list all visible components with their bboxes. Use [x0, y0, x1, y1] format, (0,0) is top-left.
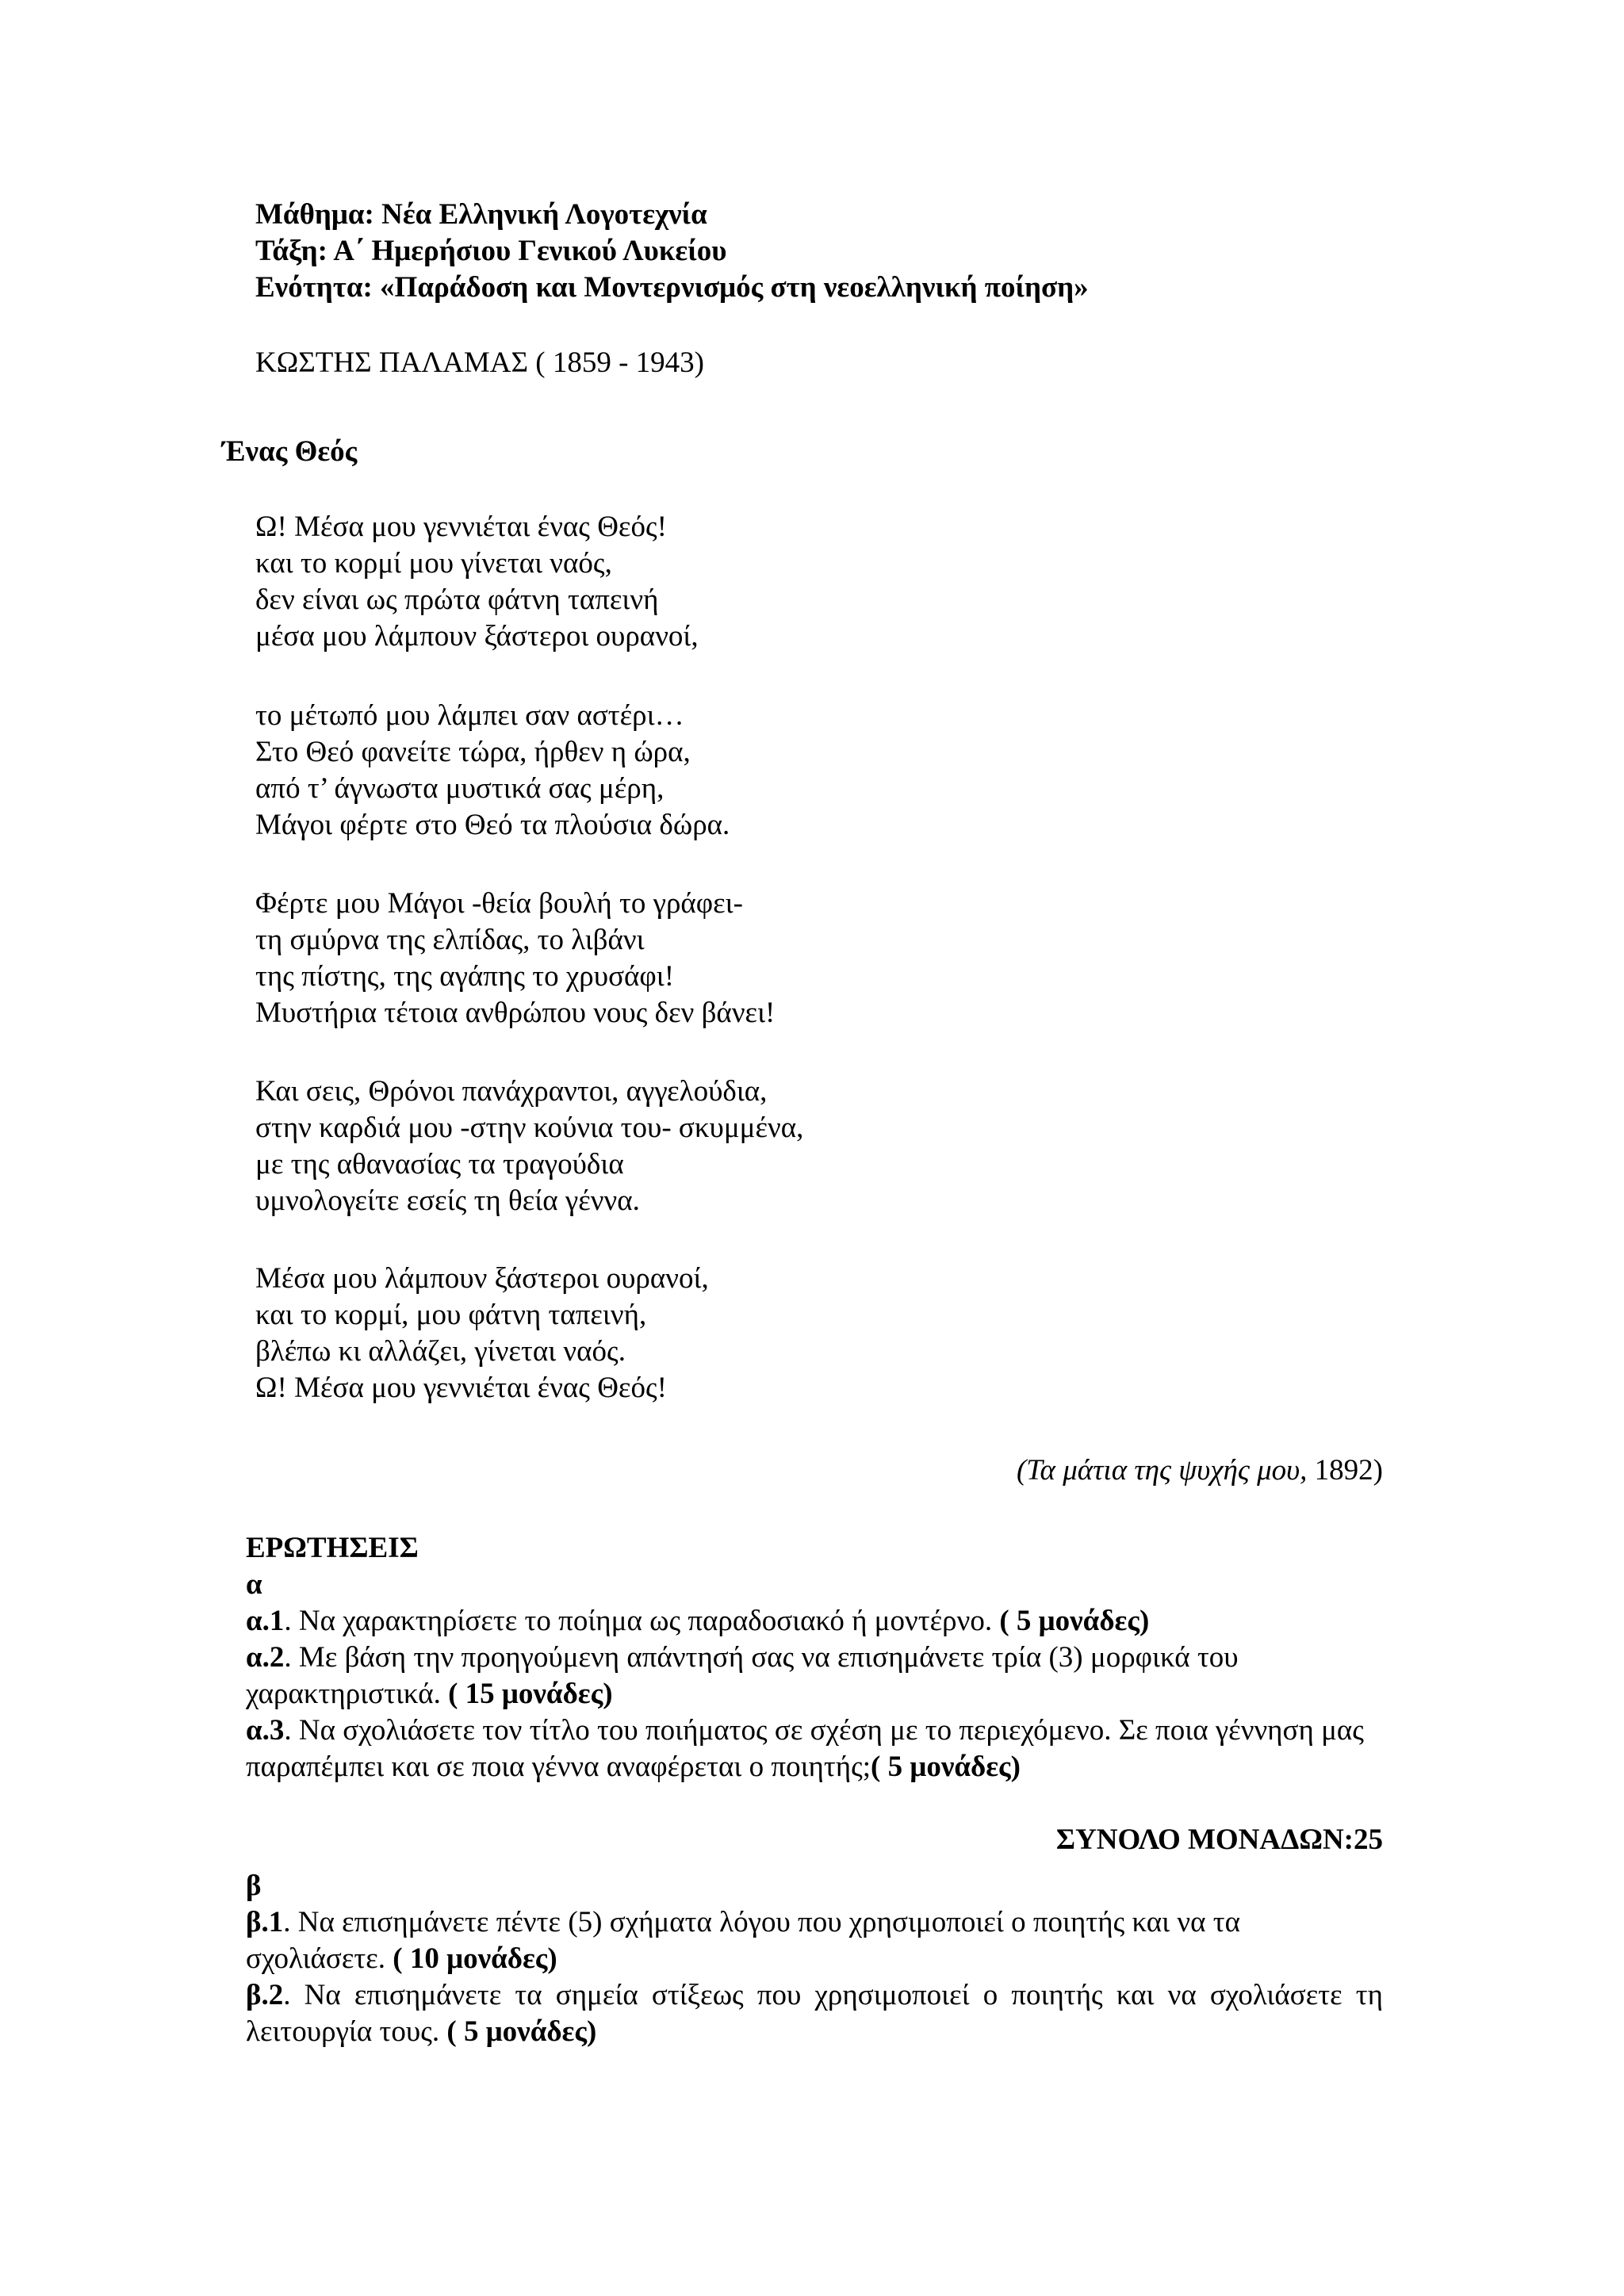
total-points: ΣΥΝΟΛΟ ΜΟΝΑΔΩΝ:25	[1055, 1823, 1383, 1856]
poem-line: Μέσα μου λάμπουν ξάστεροι ουρανοί,	[255, 1262, 709, 1295]
source-title: (Τα μάτια της ψυχής μου,	[1016, 1454, 1308, 1487]
question-number: β.1	[246, 1906, 284, 1938]
question-points: ( 5 μονάδες)	[999, 1605, 1150, 1637]
question-item	[246, 1712, 1383, 1785]
poem-line: Στο Θεό φανείτε τώρα, ήρθεν η ώρα,	[255, 736, 691, 768]
poem-line: Φέρτε μου Μάγοι -θεία βουλή το γράφει-	[255, 887, 743, 920]
question-item	[246, 1603, 1149, 1640]
poem-stanza	[255, 1261, 709, 1406]
question-number: β.2	[246, 1979, 284, 2011]
poem-title: Ένας Θεός	[222, 435, 358, 468]
class-line: Τάξη: Α΄ Ημερήσιου Γενικού Λυκείου	[255, 235, 727, 267]
question-item	[246, 1640, 1383, 1712]
author-heading: ΚΩΣΤΗΣ ΠΑΛΑΜΑΣ ( 1859 - 1943)	[255, 346, 704, 379]
poem-line: με της αθανασίας τα τραγούδια	[255, 1148, 624, 1181]
poem-stanza	[255, 886, 775, 1031]
poem-source	[1017, 1452, 1383, 1489]
question-text: . Να χαρακτηρίσετε το ποίημα ως παραδοσιακό ή μοντέρνο.	[284, 1605, 1000, 1637]
poem-line: βλέπω κι αλλάζει, γίνεται ναός.	[255, 1335, 626, 1368]
poem-line: και το κορμί μου γίνεται ναός,	[255, 547, 612, 580]
question-points: ( 15 μονάδες)	[448, 1678, 613, 1710]
poem-line: το μέτωπό μου λάμπει σαν αστέρι…	[255, 699, 684, 732]
poem-line: στην καρδιά μου -στην κούνια του- σκυμμένα,	[255, 1112, 804, 1144]
poem-line: Μυστήρια τέτοια ανθρώπου νους δεν βάνει!	[255, 997, 776, 1029]
poem-line: Ω! Μέσα μου γεννιέται ένας Θεός!	[255, 511, 667, 543]
poem-line: δεν είναι ως πρώτα φάτνη ταπεινή	[255, 584, 659, 616]
questions-heading: ΕΡΩΤΗΣΕΙΣ	[246, 1532, 419, 1564]
poem-line: Μάγοι φέρτε στο Θεό τα πλούσια δώρα.	[255, 809, 730, 841]
question-text: . Με βάση την προηγούμενη απάντησή σας να επισημάνετε τρία (3) μορφικά του χαρακτηριστικά.	[246, 1641, 1239, 1710]
poem-line: και το κορμί, μου φάτνη ταπεινή,	[255, 1299, 647, 1331]
source-year: 1892)	[1307, 1454, 1383, 1487]
poem-stanza	[255, 1073, 803, 1219]
question-points: ( 5 μονάδες)	[446, 2015, 597, 2048]
question-text: . Να σχολιάσετε τον τίτλο του ποιήματος σε σχέση με το περιεχόμενο. Σε ποια γέννηση μας παραπέμπει και σε ποια γέννα αναφέρεται ο ποιητής;	[246, 1714, 1364, 1783]
group-b-label: β	[246, 1869, 262, 1902]
poem-stanza	[255, 509, 699, 655]
document-header	[255, 197, 1089, 306]
poem-line: υμνολογείτε εσείς τη θεία γέννα.	[255, 1184, 640, 1217]
poem-stanza	[255, 698, 730, 844]
poem-line: από τ’ άγνωστα μυστικά σας μέρη,	[255, 772, 665, 805]
question-item	[246, 1977, 1383, 2050]
subject-line: Μάθημα: Νέα Ελληνική Λογοτεχνία	[255, 198, 707, 231]
question-points: ( 10 μονάδες)	[393, 1942, 557, 1975]
poem-line: μέσα μου λάμπουν ξάστεροι ουρανοί,	[255, 620, 699, 652]
unit-line: Ενότητα: «Παράδοση και Μοντερνισμός στη νεοελληνική ποίηση»	[255, 271, 1089, 304]
question-text: . Να επισημάνετε τα σημεία στίξεως που χρησιμοποιεί ο ποιητής και να σχολιάσετε τη λειτουργία τους.	[246, 1979, 1383, 2048]
question-number: α.3	[246, 1714, 285, 1747]
question-number: α.2	[246, 1641, 285, 1674]
question-item	[246, 1904, 1383, 1977]
poem-line: Ω! Μέσα μου γεννιέται ένας Θεός!	[255, 1372, 667, 1404]
poem-line: τη σμύρνα της ελπίδας, το λιβάνι	[255, 924, 645, 956]
poem-line: της πίστης, της αγάπης το χρυσάφι!	[255, 960, 675, 993]
group-a-label: α	[246, 1568, 262, 1601]
question-points: ( 5 μονάδες)	[871, 1751, 1021, 1783]
poem-line: Και σεις, Θρόνοι πανάχραντοι, αγγελούδια,	[255, 1075, 768, 1108]
question-text: . Να επισημάνετε πέντε (5) σχήματα λόγου που χρησιμοποιεί ο ποιητής και να τα σχολιάσετε.	[246, 1906, 1240, 1975]
question-number: α.1	[246, 1605, 285, 1637]
